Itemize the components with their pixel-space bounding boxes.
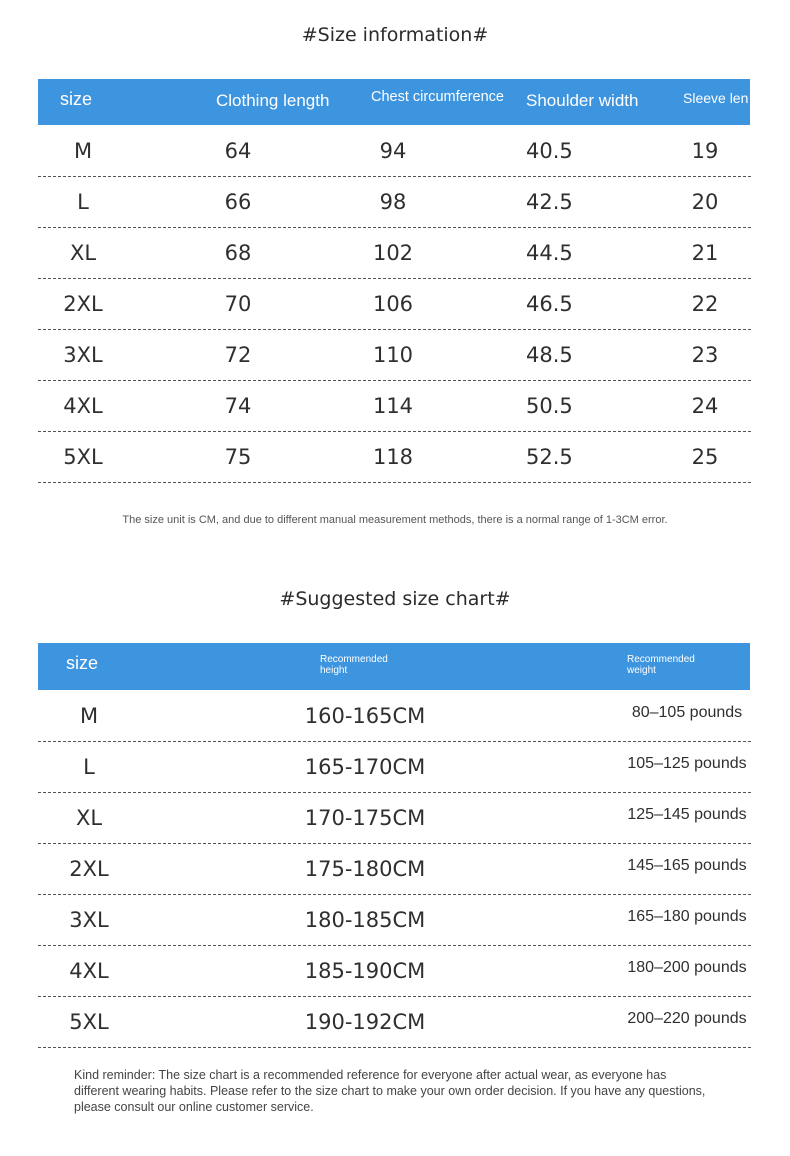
table-cell: L [77, 190, 89, 214]
table-cell: 98 [379, 190, 407, 214]
table-cell: 4XL [69, 959, 109, 983]
table-row [38, 894, 751, 946]
table-cell: 68 [224, 241, 252, 265]
table-cell: 114 [372, 394, 414, 418]
table-cell: 160-165CM [304, 704, 426, 728]
table-cell: 19 [691, 139, 719, 163]
table-cell: 145–165 pounds [627, 857, 747, 874]
suggested-size-chart-title: #Suggested size chart# [279, 588, 511, 610]
table-cell: 48.5 [526, 343, 573, 367]
table-cell: 66 [224, 190, 252, 214]
table-cell: 23 [691, 343, 719, 367]
table-row [38, 227, 751, 279]
table-cell: 2XL [69, 857, 109, 881]
table-cell: 22 [691, 292, 719, 316]
table-cell: 74 [224, 394, 252, 418]
table-cell: 20 [691, 190, 719, 214]
table-row [38, 431, 751, 483]
table-cell: 175-180CM [304, 857, 426, 881]
table-cell: 40.5 [526, 139, 573, 163]
table-cell: 110 [372, 343, 414, 367]
header-size: size [60, 89, 93, 109]
header-size: size [66, 653, 99, 673]
table-cell: 5XL [69, 1010, 109, 1034]
table-cell: 3XL [63, 343, 103, 367]
table-cell: 5XL [63, 445, 103, 469]
table-cell: 102 [372, 241, 414, 265]
table-row [38, 792, 751, 844]
table-cell: 80–105 pounds [631, 704, 743, 721]
table-cell: 170-175CM [304, 806, 426, 830]
table-cell: 200–220 pounds [627, 1010, 747, 1027]
table-row [38, 380, 751, 432]
table-cell: 165-170CM [304, 755, 426, 779]
table-cell: 52.5 [526, 445, 573, 469]
table-cell: 165–180 pounds [627, 908, 747, 925]
table-cell: 118 [372, 445, 414, 469]
size-information-title: #Size information# [301, 24, 489, 46]
table-cell: 21 [691, 241, 719, 265]
table-cell: 180–200 pounds [627, 959, 747, 976]
table-cell: 70 [224, 292, 252, 316]
header-recommended-weight: Recommended weight [627, 654, 695, 676]
table-cell: 105–125 pounds [627, 755, 747, 772]
table-cell: 106 [372, 292, 414, 316]
table-cell: 125–145 pounds [627, 806, 747, 823]
table-row [38, 843, 751, 895]
table-cell: 50.5 [526, 394, 573, 418]
table-cell: 3XL [69, 908, 109, 932]
header-sleeve-length: Sleeve len [683, 90, 749, 106]
table-cell: 75 [224, 445, 252, 469]
table-cell: 44.5 [526, 241, 573, 265]
table-cell: L [83, 755, 95, 779]
table-cell: 25 [691, 445, 719, 469]
table-cell: M [79, 704, 99, 728]
table-cell: 2XL [63, 292, 103, 316]
table-row [38, 996, 751, 1048]
table-row [38, 278, 751, 330]
header-recommended-height: Recommended height [320, 654, 388, 676]
table-cell: 46.5 [526, 292, 573, 316]
table-cell: 24 [691, 394, 719, 418]
table-row [38, 741, 751, 793]
table-row [38, 125, 751, 177]
table-cell: 180-185CM [304, 908, 426, 932]
header-chest-circumference: Chest circumference [371, 89, 504, 105]
table-row [38, 690, 751, 742]
table-cell: 42.5 [526, 190, 573, 214]
header-clothing-length: Clothing length [216, 91, 330, 110]
kind-reminder-note: Kind reminder: The size chart is a recommended reference for everyone after actual wear, as everyone has different wearing habits. Please refer to the size chart to make your own order decision. If you have any questions, please consult our online customer service. [74, 1068, 706, 1114]
size-unit-note: The size unit is CM, and due to different manual measurement methods, there is a normal range of 1-3CM error. [122, 514, 668, 526]
table-cell: 185-190CM [304, 959, 426, 983]
suggested-table-header [38, 643, 750, 690]
table-cell: 64 [224, 139, 252, 163]
table-cell: 190-192CM [304, 1010, 426, 1034]
table-cell: 72 [224, 343, 252, 367]
table-row [38, 945, 751, 997]
table-cell: 4XL [63, 394, 103, 418]
header-shoulder-width: Shoulder width [526, 91, 639, 110]
table-cell: M [73, 139, 93, 163]
table-row [38, 176, 751, 228]
size-table-header [38, 79, 750, 125]
table-cell: XL [75, 806, 103, 830]
table-cell: 94 [379, 139, 407, 163]
table-row [38, 329, 751, 381]
table-cell: XL [69, 241, 97, 265]
